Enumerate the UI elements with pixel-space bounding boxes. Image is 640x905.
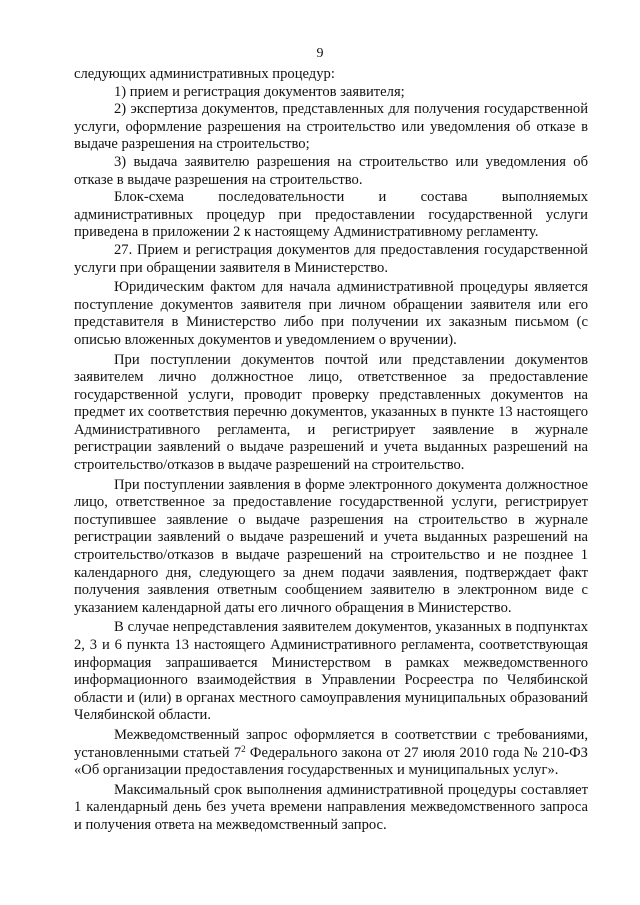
- paragraph-postal-receipt: При поступлении документов почтой или представлении документов заявителем лично должностное лицо, ответственное за предоставление государственной услуги, проводит проверку представленных документов на предмет их соответствия перечню документов, указанных в пункте 13 настоящего Административного регламента, и регистрирует заявление в журнале регистрации заявлений о выдаче разрешений и учета выданных разрешений на строительство/отказов в выдаче разрешений на строительство.: [74, 351, 588, 474]
- document-body: [74, 66, 588, 835]
- paragraph-electronic-receipt: При поступлении заявления в форме электронного документа должностное лицо, ответственное за предоставление государственной услуги, регистрирует поступившее заявление о выдаче разрешения на строительство в журнале регистрации заявлений о выдаче разрешений и учета выданных разрешений на строительство/отказов в выдаче разрешений на строительство и не позднее 1 календарного дня, следующего за днем подачи заявления, подтверждает факт получения заявления ответным сообщением заявителю в электронном виде с указанием календарной даты его личного обращения в Министерство.: [74, 476, 588, 616]
- interdept-superscript: 2: [241, 743, 246, 754]
- paragraph-interdepartmental-request: [74, 727, 588, 780]
- list-item-3: 3) выдача заявителю разрешения на строительство или уведомления об отказе в выдаче разрешения на строительство.: [74, 153, 588, 188]
- page-number: 9: [316, 46, 324, 61]
- interdept-text-before: Межведомственный запрос оформляется в соответствии с требованиями, установленными статьей 7: [74, 726, 588, 761]
- paragraph-intro: следующих административных процедур:: [74, 66, 335, 82]
- paragraph-section-27: 27. Прием и регистрация документов для предоставления государственной услуги при обращении заявителя в Министерство.: [74, 241, 588, 276]
- interdept-text-after: Федерального закона от 27 июля 2010 года № 210-ФЗ «Об организации предоставления государственных и муниципальных услуг».: [74, 744, 588, 779]
- paragraph-block-scheme: Блок-схема последовательности и состава выполняемых административных процедур при предоставлении государственной услуги приведена в приложении 2 к настоящему Административному регламенту.: [74, 189, 588, 241]
- list-item-1: 1) прием и регистрация документов заявителя;: [114, 83, 405, 100]
- list-item-2: 2) экспертиза документов, представленных для получения государственной услуги, оформление разрешения на строительство или уведомления об отказе в выдаче разрешения на строительство;: [74, 101, 588, 153]
- paragraph-max-duration: Максимальный срок выполнения административной процедуры составляет 1 календарный день без учета времени направления межведомственного запроса и получения ответа на межведомственный запрос.: [74, 781, 588, 833]
- paragraph-legal-fact: Юридическим фактом для начала административной процедуры является поступление документов заявителя при личном обращении заявителя или его представителя в Министерство либо при получении их заказным письмом (с описью вложенных документов и уведомлением о вручении).: [74, 279, 588, 348]
- paragraph-missing-documents: В случае непредставления заявителем документов, указанных в подпунктах 2, 3 и 6 пункта 13 настоящего Административного регламента, соответствующая информация запрашивается Министерством в рамках межведомственного информационного взаимодействия в Управлении Росреестра по Челябинской области и (или) в органах местного самоуправления муниципальных образований Челябинской области.: [74, 619, 588, 724]
